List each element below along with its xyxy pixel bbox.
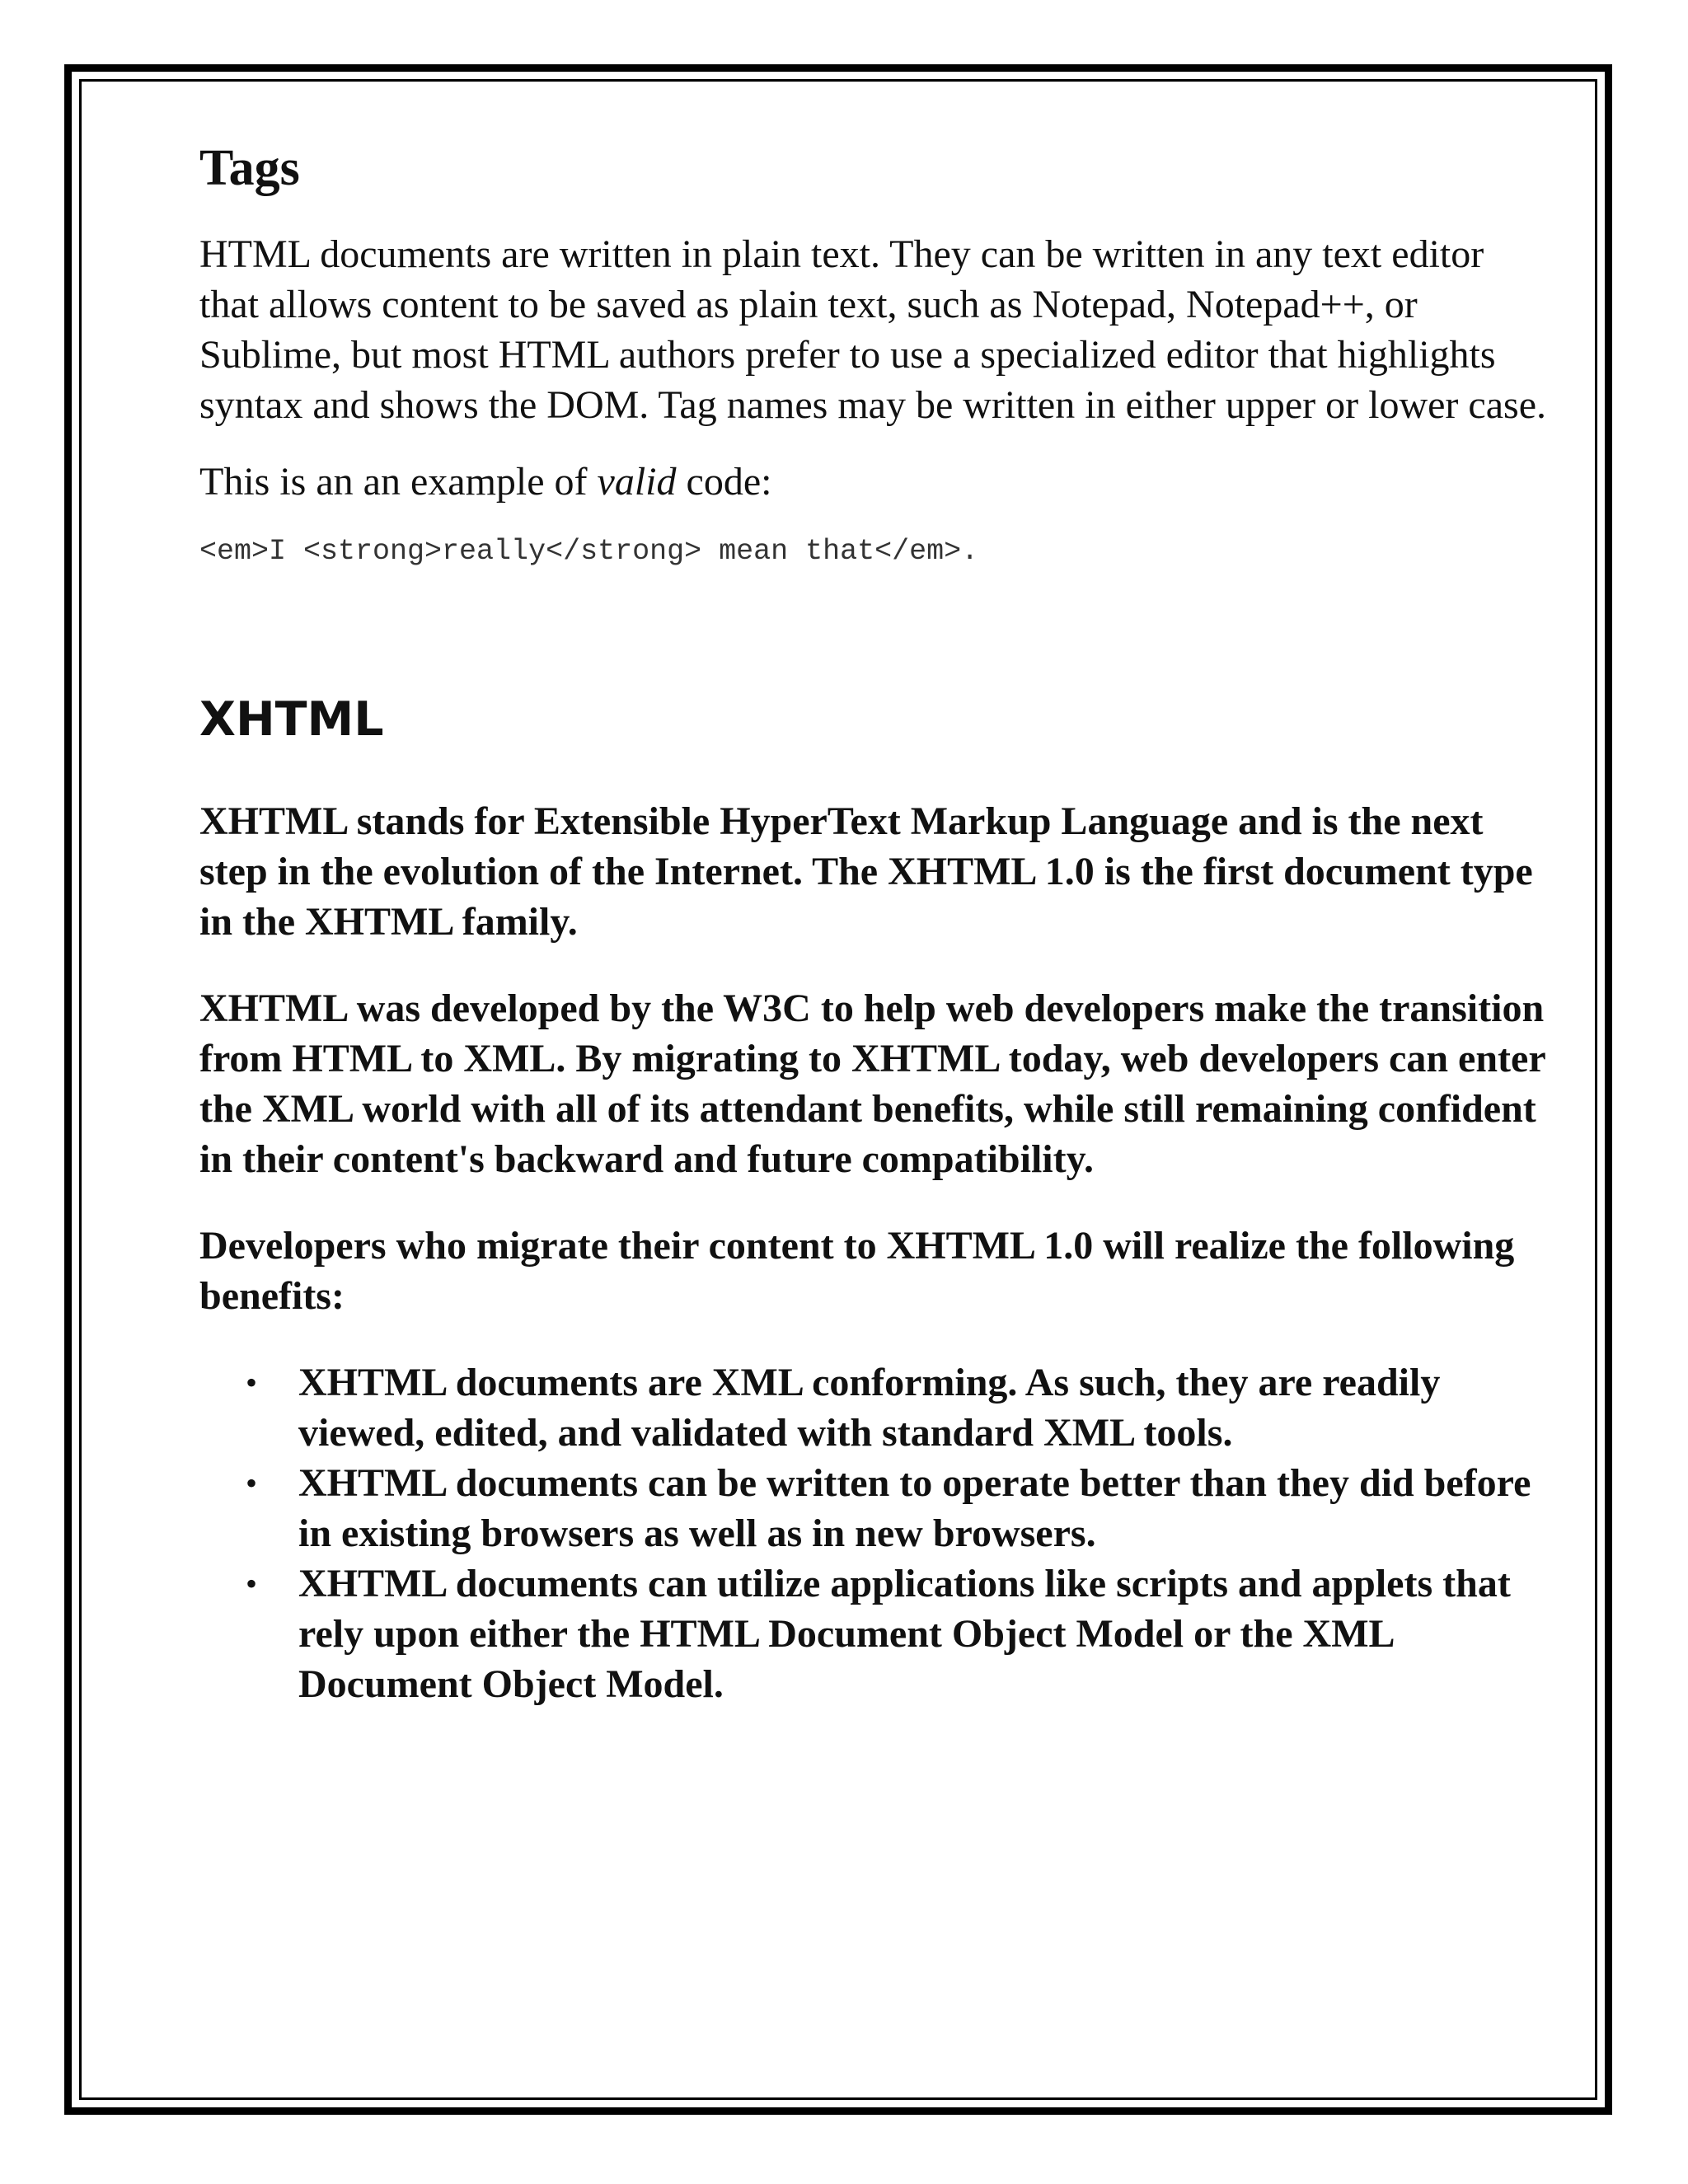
example-intro-after: code: [676, 460, 772, 504]
benefit-text: XHTML documents are XML conforming. As such, they are readily viewed, edited, and validated with standard XML tools. [298, 1360, 1441, 1455]
benefit-text: XHTML documents can be written to operate better than they did before in existing browsers as well as in new browsers. [298, 1460, 1531, 1555]
example-intro-before: This is an an example of [199, 460, 598, 504]
tags-paragraph: HTML documents are written in plain text. They can be written in any text editor that allows content to be saved as plain text, such as Notepad, Notepad++, or Sublime, but most HTML authors prefer to use a specialized editor that highlights syntax and shows the DOM. Tag names may be written in either upper or lower case. [199, 232, 1546, 428]
tags-heading: Tags [199, 140, 300, 196]
code-example: <em>I <strong>really</strong> mean that</em>. [199, 535, 979, 569]
document-content [199, 132, 1551, 1709]
benefit-text: XHTML documents can utilize applications like scripts and applets that rely upon either the HTML Document Object Model or the XML Document Object Model. [298, 1561, 1511, 1706]
bullet-icon: • [246, 1464, 258, 1502]
xhtml-paragraph-2: XHTML was developed by the W3C to help web developers make the transition from HTML to XML. By migrating to XHTML today, web developers can enter the XML world with all of its attendant benefits, while still remaining confident in their content's backward and future compatibility. [199, 986, 1545, 1181]
list-item [199, 1558, 1551, 1709]
xhtml-paragraph-3: Developers who migrate their content to XHTML 1.0 will realize the following benefits: [199, 1223, 1515, 1318]
example-intro-em: valid [597, 460, 677, 504]
xhtml-heading: XHTML [199, 692, 384, 748]
bullet-icon: • [246, 1363, 258, 1401]
example-intro [199, 457, 1551, 507]
benefits-list [199, 1357, 1551, 1709]
list-item [199, 1458, 1551, 1558]
xhtml-paragraph-1: XHTML stands for Extensible HyperText Markup Language and is the next step in the evolution of the Internet. The XHTML 1.0 is the first document type in the XHTML family. [199, 799, 1533, 944]
bullet-icon: • [246, 1564, 258, 1602]
list-item [199, 1357, 1551, 1458]
